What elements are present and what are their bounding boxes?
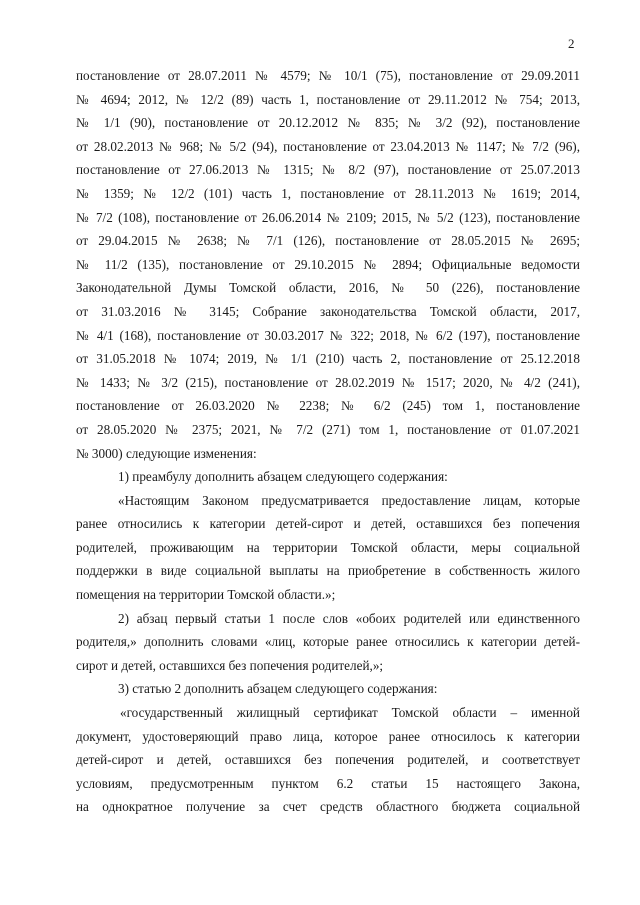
text-line: от 29.04.2015 № 2638; № 7/1 (126), постановление от 28.05.2015 № 2695; bbox=[76, 233, 580, 249]
text-line: документ, удостоверяющий право лица, которое ранее относилось к категории bbox=[76, 728, 580, 744]
text-line: постановление от 27.06.2013 № 1315; № 8/2 (97), постановление от 25.07.2013 bbox=[76, 162, 580, 178]
text-line: помещения на территории Томской области.»; bbox=[76, 587, 336, 603]
text-line: ранее относились к категории детей-сирот и детей, оставшихся без попечения bbox=[76, 516, 580, 532]
text-line: постановление от 26.03.2020 № 2238; № 6/2 (245) том 1, постановление bbox=[76, 398, 580, 414]
text-line: № 1/1 (90), постановление от 20.12.2012 № 835; № 3/2 (92), постановление bbox=[76, 115, 580, 131]
text-line: № 1433; № 3/2 (215), постановление от 28.02.2019 № 1517; 2020, № 4/2 (241), bbox=[76, 374, 580, 390]
text-line: № 4/1 (168), постановление от 30.03.2017 № 322; 2018, № 6/2 (197), постановление bbox=[76, 327, 580, 343]
paragraph-start: 1) преамбулу дополнить абзацем следующего содержания: bbox=[118, 469, 448, 485]
document-body bbox=[76, 64, 580, 819]
paragraph-start: «Настоящим Законом предусматривается предоставление лицам, которые bbox=[118, 492, 580, 508]
text-line: родителя,» дополнить словами «лиц, которые ранее относились к категории детей- bbox=[76, 634, 580, 650]
text-line: № 3000) следующие изменения: bbox=[76, 445, 257, 461]
text-line: № 11/2 (135), постановление от 29.10.2015 № 2894; Официальные ведомости bbox=[76, 256, 580, 272]
text-line: поддержки в виде социальной выплаты на приобретение в собственность жилого bbox=[76, 563, 580, 579]
paragraph-start: «государственный жилищный сертификат Томской области – именной bbox=[120, 705, 580, 721]
text-line: № 7/2 (108), постановление от 26.06.2014 № 2109; 2015, № 5/2 (123), постановление bbox=[76, 209, 580, 225]
text-line: Законодательной Думы Томской области, 2016, № 50 (226), постановление bbox=[76, 280, 580, 296]
text-line: № 1359; № 12/2 (101) часть 1, постановление от 28.11.2013 № 1619; 2014, bbox=[76, 185, 580, 201]
text-line: постановление от 28.07.2011 № 4579; № 10/1 (75), постановление от 29.09.2011 bbox=[76, 68, 580, 83]
text-line: детей-сирот и детей, оставшихся без попечения родителей, и соответствует bbox=[76, 752, 580, 768]
text-line: № 4694; 2012, № 12/2 (89) часть 1, постановление от 29.11.2012 № 754; 2013, bbox=[76, 91, 580, 107]
paragraph-start: 3) статью 2 дополнить абзацем следующего содержания: bbox=[118, 681, 438, 697]
page-number: 2 bbox=[568, 36, 575, 51]
text-line: на однократное получение за счет средств областного бюджета социальной bbox=[76, 799, 580, 815]
paragraph-start: 2) абзац первый статьи 1 после слов «обоих родителей или единственного bbox=[118, 610, 580, 626]
text-line: родителей, проживающим на территории Томской области, меры социальной bbox=[76, 539, 580, 555]
text-line: от 28.02.2013 № 968; № 5/2 (94), постановление от 23.04.2013 № 1147; № 7/2 (96), bbox=[76, 138, 580, 154]
text-line: от 31.05.2018 № 1074; 2019, № 1/1 (210) часть 2, постановление от 25.12.2018 bbox=[76, 351, 580, 367]
text-line: условиям, предусмотренным пунктом 6.2 статьи 15 настоящего Закона, bbox=[76, 775, 580, 791]
text-line: от 28.05.2020 № 2375; 2021, № 7/2 (271) том 1, постановление от 01.07.2021 bbox=[76, 421, 580, 437]
text-line: от 31.03.2016 № 3145; Собрание законодательства Томской области, 2017, bbox=[76, 303, 580, 319]
text-line: сирот и детей, оставшихся без попечения родителей,»; bbox=[76, 657, 384, 673]
